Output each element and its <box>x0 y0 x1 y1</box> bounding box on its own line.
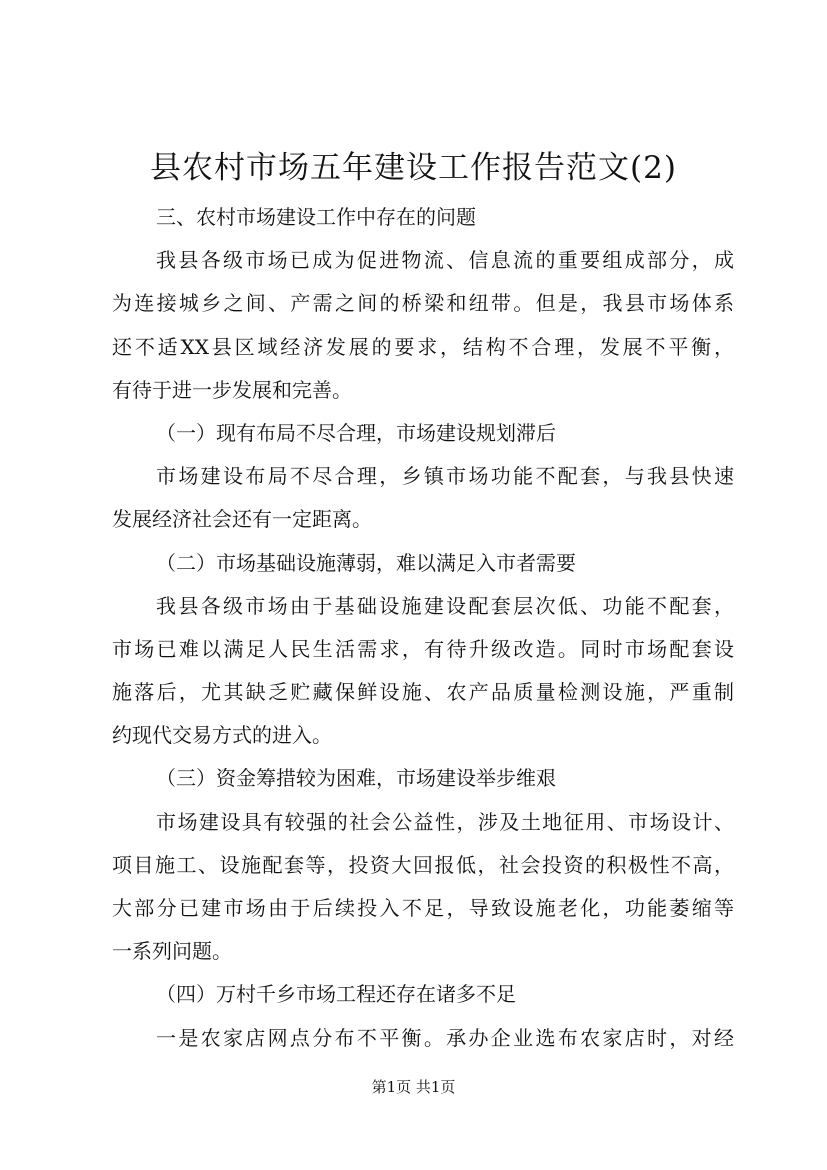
paragraph-line: 市场建设布局不尽合理，乡镇市场功能不配套，与我县快速 <box>156 464 734 489</box>
paragraph-line: 项目施工、设施配套等，投资大回报低，社会投资的积极性不高， <box>112 852 734 877</box>
paragraph-line: 我县各级市场已成为促进物流、信息流的重要组成部分，成 <box>156 248 734 273</box>
paragraph-line: 施落后，尤其缺乏贮藏保鲜设施、农产品质量检测设施，严重制 <box>112 680 734 705</box>
paragraph-line: 市场建设具有较强的社会公益性，涉及土地征用、市场设计、 <box>156 809 734 834</box>
document-body <box>112 196 734 1060</box>
subsection-heading: （四）万村千乡市场工程还存在诸多不足 <box>156 982 516 1007</box>
paragraph-line: 我县各级市场由于基础设施建设配套层次低、功能不配套， <box>156 593 734 618</box>
paragraph-line: 一系列问题。 <box>112 939 232 964</box>
page-footer: 第1页 共1页 <box>371 1078 456 1096</box>
paragraph-line: 一是农家店网点分布不平衡。承办企业选布农家店时，对经 <box>156 1025 734 1050</box>
paragraph-line: 市场已难以满足人民生活需求，有待升级改造。同时市场配套设 <box>112 636 734 661</box>
subsection-heading: （二）市场基础设施薄弱，难以满足入市者需要 <box>156 550 576 575</box>
subsection-heading: （一）现有布局不尽合理，市场建设规划滞后 <box>156 420 556 445</box>
paragraph-line: 约现代交易方式的进入。 <box>112 723 332 748</box>
paragraph-line: 有待于进一步发展和完善。 <box>112 377 352 402</box>
paragraph-line: 为连接城乡之间、产需之间的桥梁和纽带。但是，我县市场体系 <box>112 291 734 316</box>
section-heading: 三、农村市场建设工作中存在的问题 <box>156 205 476 229</box>
subsection-heading: （三）资金筹措较为困难，市场建设举步维艰 <box>156 766 556 791</box>
document-title: 县农村市场五年建设工作报告范文(2) <box>150 150 677 186</box>
paragraph-line: 还不适XX县区域经济发展的要求，结构不合理，发展不平衡， <box>112 334 734 359</box>
paragraph-line: 大部分已建市场由于后续投入不足，导致设施老化，功能萎缩等 <box>112 896 734 920</box>
paragraph-line: 发展经济社会还有一定距离。 <box>112 507 372 532</box>
